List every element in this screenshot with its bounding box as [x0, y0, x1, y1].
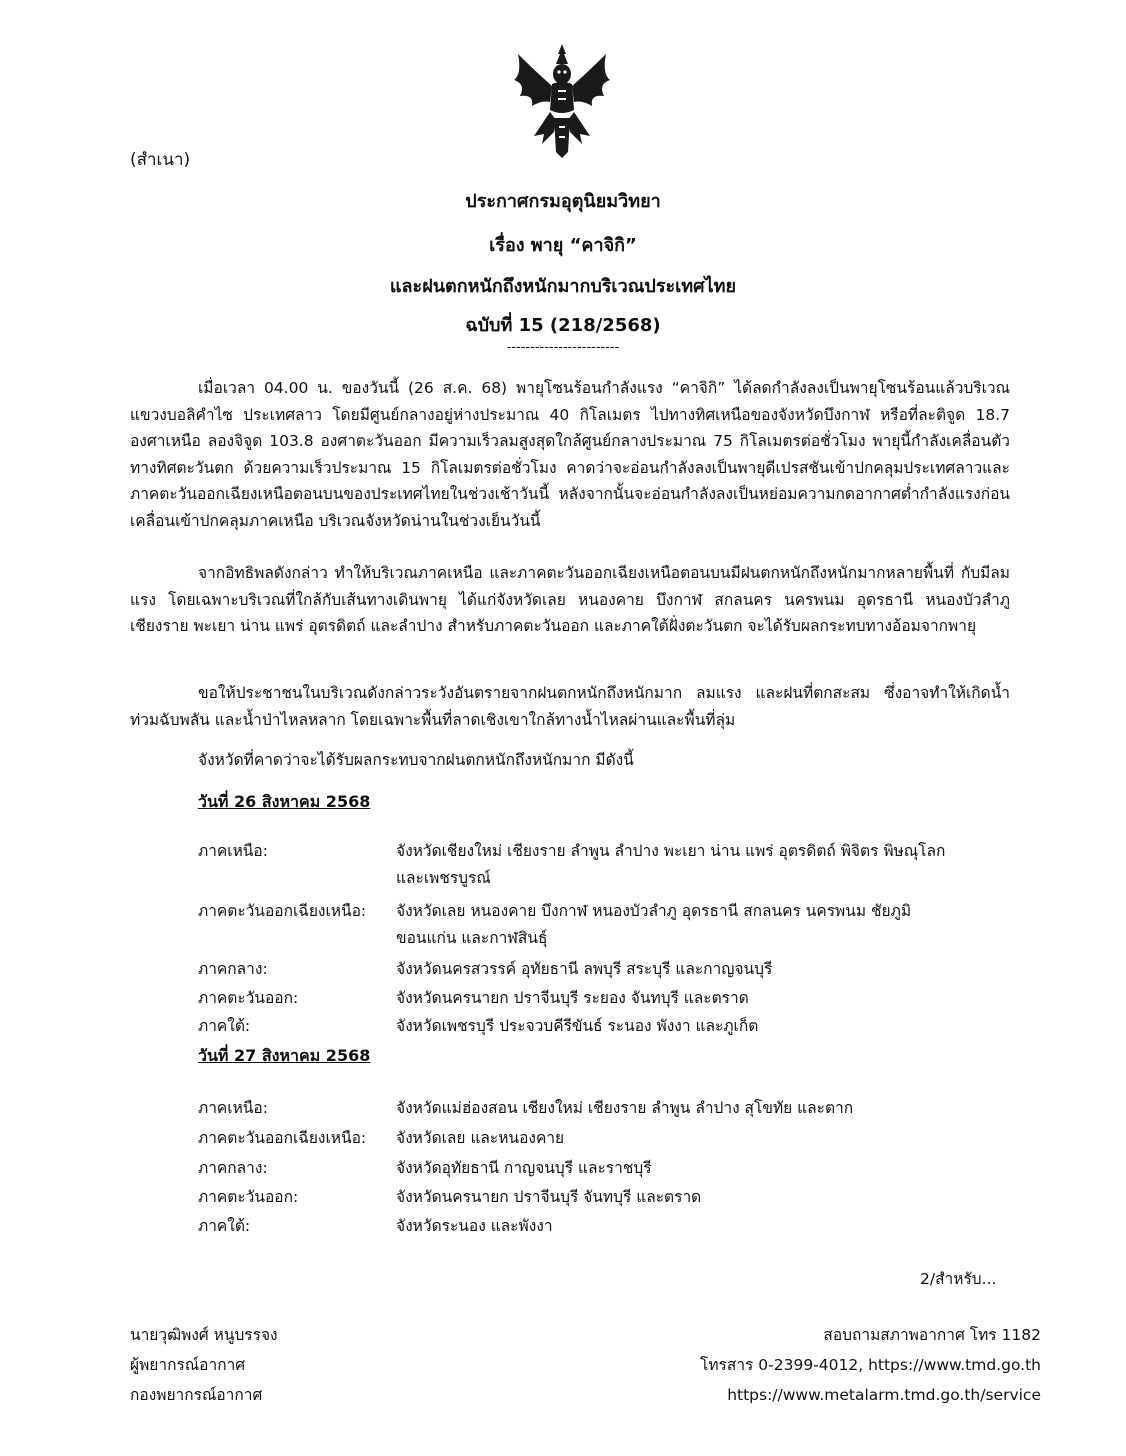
date-heading-day2: วันที่ 27 สิงหาคม 2568 — [198, 1046, 371, 1065]
page-continuation: 2/สำหรับ... — [920, 1270, 997, 1288]
announcement-title: ประกาศกรมอุตุนิยมวิทยา — [465, 191, 661, 212]
subject-line: เรื่อง พายุ “คาจิกิ” — [489, 235, 637, 256]
contact-phone: สอบถามสภาพอากาศ โทร 1182 — [823, 1326, 1041, 1344]
province-list: จังหวัดนครนายก ปราจีนบุรี จันทบุรี และตราด — [396, 1188, 702, 1206]
province-list: จังหวัดนครนายก ปราจีนบุรี ระยอง จันทบุรี และตราด — [396, 989, 749, 1007]
contact-fax-website[interactable]: โทรสาร 0-2399-4012, https://www.tmd.go.th — [700, 1356, 1041, 1374]
forecaster-position: ผู้พยากรณ์อากาศ — [130, 1356, 246, 1374]
province-list: จังหวัดเลย และหนองคาย — [396, 1129, 565, 1147]
province-list: จังหวัดแม่ฮ่องสอน เชียงใหม่ เชียงราย ลำพูน ลำปาง สุโขทัย และตาก — [396, 1099, 854, 1117]
subject-line-2: และฝนตกหนักถึงหนักมากบริเวณประเทศไทย — [389, 276, 737, 297]
paragraph-storm-status: เมื่อเวลา 04.00 น. ของวันนี้ (26 ส.ค. 68) พายุโซนร้อนกำลังแรง “คาจิกิ” ได้ลดกำลังลงเป็นพายุโซนร้อนแล้วบริเวณแขวงบอลิคำไซ ประเทศลาว โดยมีศูนย์กลางอยู่ห่างประมาณ 40 กิโลเมตร ไปทางทิศเหนือของจังหวัดบึงกาฬ หรือที่ละติจูด 18.7 องศาเหนือ ลองจิจูด 103.8 องศาตะวันออก มีความเร็วลมสูงสุดใกล้ศูนย์กลางประมาณ 75 กิโลเมตรต่อชั่วโมง พายุนี้กำลังเคลื่อนตัวทางทิศตะวันตก ด้วยความเร็วประมาณ 15 กิโลเมตรต่อชั่วโมง คาดว่าจะอ่อนกำลังลงเป็นพายุดีเปรสชันเข้าปกคลุมประเทศลาวและภาคตะวันออกเฉียงเหนือตอนบนของประเทศไทยในช่วงเช้าวันนี้ หลังจากนั้นจะอ่อนกำลังลงเป็นหย่อมความกดอากาศต่ำกำลังแรงก่อนเคลื่อนเข้าปกคลุมภาคเหนือ บริเวณจังหวัดน่านในช่วงเย็นวันนี้ — [130, 379, 1010, 530]
province-list: จังหวัดอุทัยธานี กาญจนบุรี และราชบุรี — [396, 1159, 652, 1177]
forecaster-name: นายวุฒิพงศ์ หนูบรรจง — [130, 1326, 278, 1344]
region-label: ภาคใต้: — [198, 1017, 251, 1035]
province-list: จังหวัดเพชรบุรี ประจวบคีรีขันธ์ ระนอง พังงา และภูเก็ต — [396, 1017, 759, 1035]
service-link[interactable]: https://www.metalarm.tmd.go.th/service — [727, 1386, 1041, 1404]
region-label: ภาคเหนือ: — [198, 842, 268, 860]
region-label: ภาคกลาง: — [198, 960, 268, 978]
region-label: ภาคตะวันออก: — [198, 1188, 299, 1206]
region-label: ภาคกลาง: — [198, 1159, 268, 1177]
region-label: ภาคตะวันออกเฉียงเหนือ: — [198, 1129, 367, 1147]
region-label: ภาคเหนือ: — [198, 1099, 268, 1117]
paragraph-warning: ขอให้ประชาชนในบริเวณดังกล่าวระวังอันตรายจากฝนตกหนักถึงหนักมาก ลมแรง และฝนที่ตกสะสม ซึ่งอาจทำให้เกิดน้ำท่วมฉับพลัน และน้ำป่าไหลหลาก โดยเฉพาะพื้นที่ลาดเชิงเขาใกล้ทางน้ำไหลผ่านและพื้นที่ลุ่ม — [130, 684, 1010, 729]
paragraph-impact: จากอิทธิพลดังกล่าว ทำให้บริเวณภาคเหนือ และภาคตะวันออกเฉียงเหนือตอนบนมีฝนตกหนักถึงหนักมากหลายพื้นที่ กับมีลมแรง โดยเฉพาะบริเวณที่ใกล้กับเส้นทางเดินพายุ ได้แก่จังหวัดเลย หนองคาย บึงกาฬ สกลนคร นครพนม อุดรธานี หนองบัวลำภู เชียงราย พะเยา น่าน แพร่ อุตรดิตถ์ และลำปาง สำหรับภาคตะวันออก และภาคใต้ฝั่งตะวันตก จะได้รับผลกระทบทางอ้อมจากพายุ — [130, 564, 1010, 635]
issue-number: ฉบับที่ 15 (218/2568) — [465, 315, 661, 336]
garuda-emblem-icon — [508, 40, 616, 160]
province-list: จังหวัดระนอง และพังงา — [396, 1217, 553, 1235]
region-label: ภาคตะวันออก: — [198, 989, 299, 1007]
forecaster-division: กองพยากรณ์อากาศ — [130, 1386, 263, 1404]
region-label: ภาคตะวันออกเฉียงเหนือ: — [198, 902, 367, 920]
copy-label: (สำเนา) — [130, 150, 191, 170]
province-list: จังหวัดนครสวรรค์ อุทัยธานี ลพบุรี สระบุรี และกาญจนบุรี — [396, 960, 773, 978]
region-label: ภาคใต้: — [198, 1217, 251, 1235]
title-divider: ------------------------ — [506, 340, 620, 355]
date-heading-day1: วันที่ 26 สิงหาคม 2568 — [198, 792, 371, 811]
paragraph-provinces-intro: จังหวัดที่คาดว่าจะได้รับผลกระทบจากฝนตกหนักถึงหนักมาก มีดังนี้ — [198, 751, 634, 769]
province-list: จังหวัดเชียงใหม่ เชียงราย ลำพูน ลำปาง พะเยา น่าน แพร่ อุตรดิตถ์ พิจิตร พิษณุโลก และเพชรบูรณ์ — [396, 842, 946, 887]
province-list: จังหวัดเลย หนองคาย บึงกาฬ หนองบัวลำภู อุดรธานี สกลนคร นครพนม ชัยภูมิ ขอนแก่น และกาฬสินธุ์ — [396, 902, 912, 947]
